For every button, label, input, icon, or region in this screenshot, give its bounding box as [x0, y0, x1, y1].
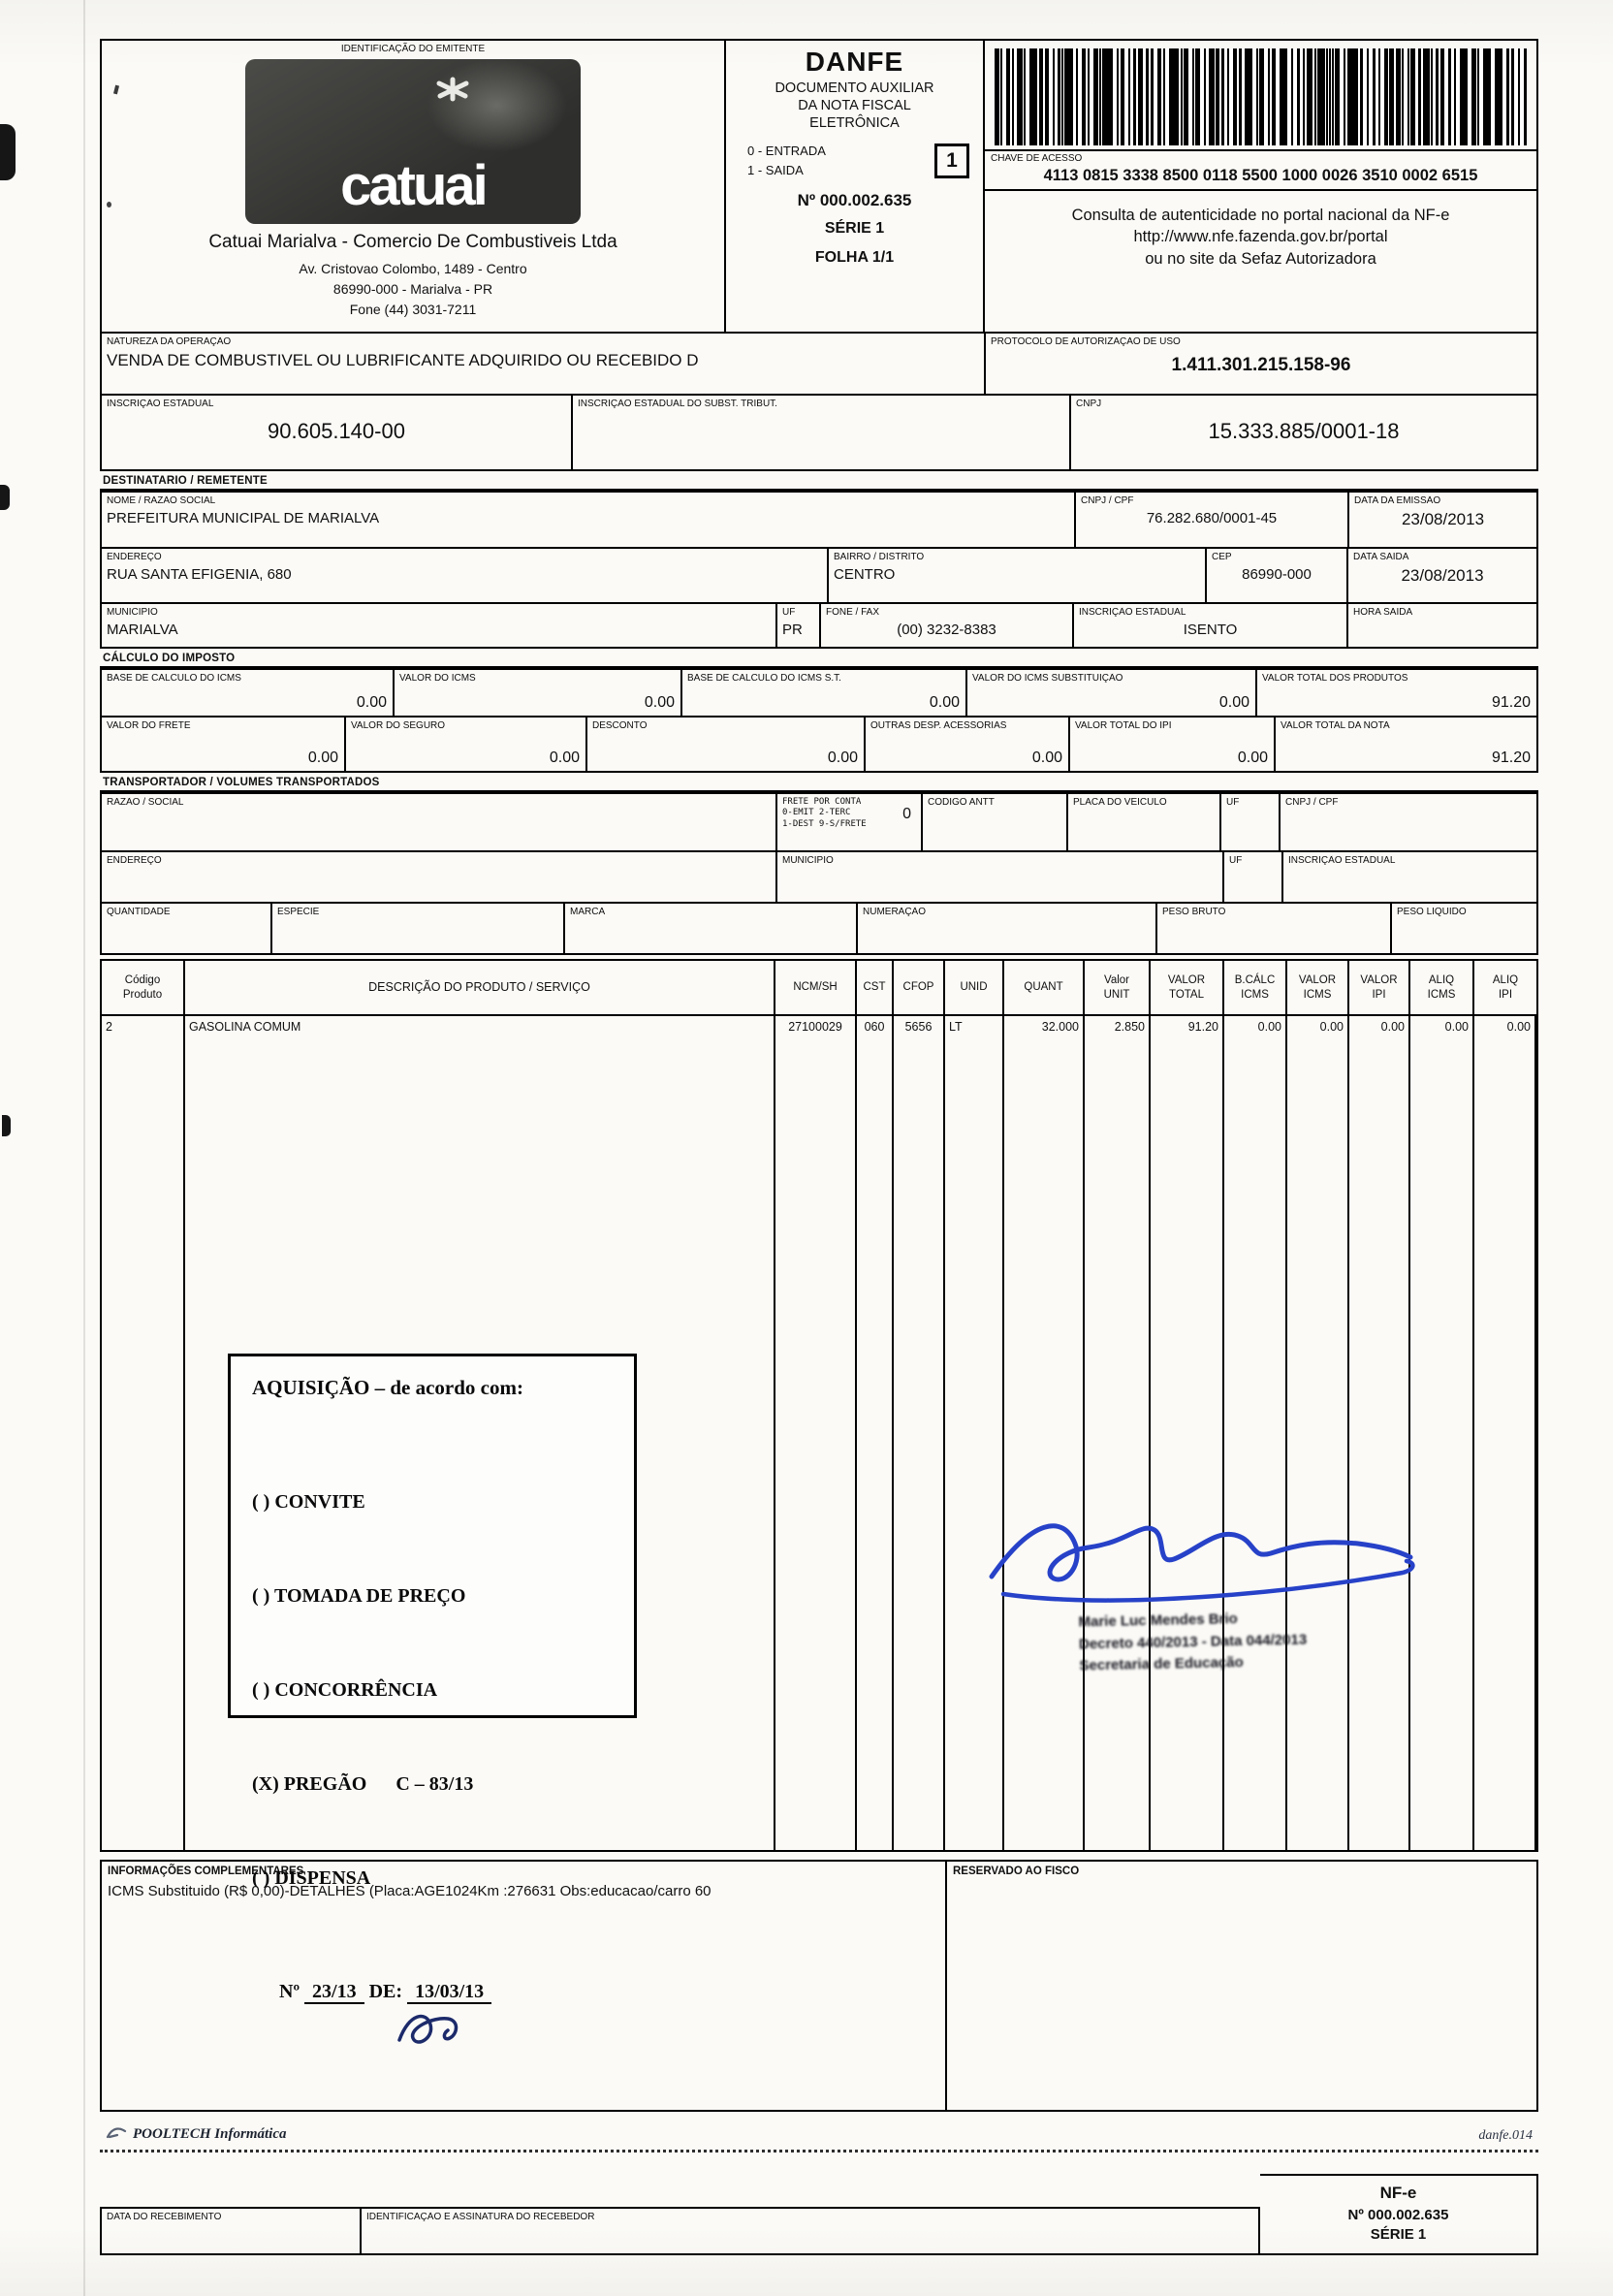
endereco-cell	[102, 549, 829, 602]
canhoto-nfe-label: NF-e	[1379, 2184, 1417, 2202]
saida-line: 1 - SAIDA	[747, 162, 804, 177]
item-aliq-icms: 0.00	[1410, 1016, 1474, 1850]
dest-inscricao-value: ISENTO	[1183, 622, 1238, 638]
consulta-url: http://www.nfe.fazenda.gov.br/portal	[1133, 228, 1388, 246]
complementares-label: INFORMAÇÕES COMPLEMENTARES	[108, 1866, 304, 1877]
numeracao-cell: NUMERAÇÃO	[858, 904, 1157, 953]
cep-cell	[1207, 549, 1348, 602]
total-produtos-cell: VALOR TOTAL DOS PRODUTOS 91.20	[1262, 673, 1531, 711]
codigo-antt-cell: CODIGO ANTT	[923, 794, 1068, 850]
desconto-value: 0.00	[827, 749, 858, 766]
data-recebimento-cell	[100, 2207, 360, 2255]
dest-cnpj-cell	[1076, 493, 1349, 547]
col-header-cst: CST	[857, 961, 894, 1014]
option-pregao: (X) PREGÃO C – 83/13	[252, 1773, 474, 1796]
danfe-title: DANFE	[805, 47, 904, 77]
imposto-block	[100, 666, 1538, 773]
item-quant: 32.000	[1004, 1016, 1085, 1850]
seguro-value: 0.00	[549, 749, 580, 766]
logo-spark-icon	[427, 77, 479, 116]
transporte-row-1	[102, 792, 1536, 850]
data-saida-value: 23/08/2013	[1401, 566, 1484, 585]
fone-label: FONE / FAX	[826, 607, 880, 618]
bairro-label: BAIRRO / DISTRITO	[834, 552, 925, 562]
entrada-saida-lines	[747, 142, 826, 179]
transp-uf-cell: UF	[1221, 794, 1281, 850]
quantidade-cell: QUANTIDADE	[102, 904, 272, 953]
especie-cell: ESPÉCIE	[272, 904, 565, 953]
aquisicao-numero: 23/13	[304, 1981, 364, 2004]
marca-cell: MARCA	[565, 904, 858, 953]
company-address	[102, 259, 724, 320]
col-header-descricao: DESCRIÇÃO DO PRODUTO / SERVIÇO	[185, 961, 775, 1014]
data-saida-cell	[1348, 549, 1536, 602]
natureza-label: NATUREZA DA OPERAÇÃO	[107, 336, 232, 347]
consulta-line: ou no site da Sefaz Autorizadora	[1145, 249, 1376, 268]
aquisicao-numero-line: Nº 23/13 DE: 13/03/13	[252, 1981, 613, 2003]
imposto-row-2	[102, 716, 1536, 771]
cnpj-value: 15.333.885/0001-18	[1208, 419, 1400, 443]
cnpj-cell	[1071, 396, 1536, 469]
base-icms-st-cell: BASE DE CALCULO DO ICMS S.T. 0.00	[682, 670, 967, 716]
col-header-codigo: Código Produto	[102, 961, 185, 1014]
total-produtos-value: 91.20	[1491, 694, 1531, 711]
cut-line	[100, 2150, 1538, 2152]
col-header-valor-total: VALOR TOTAL	[1151, 961, 1224, 1014]
transporte-row-3	[102, 902, 1536, 953]
item-descricao: GASOLINA COMUM	[185, 1016, 775, 1850]
chave-acesso-value: 4113 0815 3338 8500 0118 5500 1000 0026 3510 0002 6515	[1043, 167, 1478, 184]
razao-social-value: PREFEITURA MUNICIPAL DE MARIALVA	[107, 510, 380, 526]
col-header-quant: QUANT	[1004, 961, 1085, 1014]
option-dispensa: ( ) DISPENSA	[252, 1867, 371, 1890]
endereco-value: RUA SANTA EFIGENIA, 680	[107, 566, 292, 583]
frete-cell: VALOR DO FRETE 0.00	[102, 718, 346, 771]
inscricao-row	[102, 394, 1536, 469]
address-line: 86990-000 - Marialva - PR	[332, 281, 493, 297]
company-name: Catuai Marialva - Comercio De Combustiveis Ltda	[208, 232, 617, 252]
transp-municipio-cell: MUNICIPIO	[777, 852, 1224, 902]
data-emissao-label: DATA DA EMISSÃO	[1354, 495, 1441, 506]
col-header-aliq-icms: ALIQ ICMS	[1410, 961, 1474, 1014]
canhoto-nfe-box	[1260, 2174, 1538, 2255]
scan-artifact	[0, 124, 16, 180]
item-cst: 060	[857, 1016, 894, 1850]
danfe-version: danfe.014	[1478, 2128, 1533, 2143]
frete-value: 0.00	[307, 749, 338, 766]
municipio-value: MARIALVA	[107, 622, 178, 638]
nota-serie: SÉRIE 1	[824, 220, 885, 238]
header-row	[102, 41, 1536, 332]
rodape	[100, 2125, 1538, 2144]
valor-icms-subst-value: 0.00	[1218, 694, 1249, 711]
total-nota-value: 91.20	[1491, 749, 1531, 766]
danfe-subtitle-line: ELETRÔNICA	[809, 115, 900, 132]
entrada-line: 0 - ENTRADA	[747, 144, 826, 159]
dest-cnpj-label: CNPJ / CPF	[1081, 495, 1134, 506]
item-ncm: 27100029	[775, 1016, 857, 1850]
option-convite: ( ) CONVITE	[252, 1490, 365, 1513]
desconto-cell: DESCONTO 0.00	[587, 718, 866, 771]
protocolo-value: 1.411.301.215.158-96	[1171, 355, 1351, 375]
outras-despesas-value: 0.00	[1031, 749, 1062, 766]
option-tomada-preco: ( ) TOMADA DE PREÇO	[252, 1584, 466, 1607]
data-saida-label: DATA SAIDA	[1353, 552, 1409, 562]
address-line: Av. Cristovao Colombo, 1489 - Centro	[299, 261, 527, 276]
endereco-label: ENDEREÇO	[107, 552, 162, 562]
software-vendor	[106, 2125, 286, 2144]
software-vendor-name: POOLTECH Informática	[133, 2126, 287, 2142]
imposto-row-1	[102, 668, 1536, 716]
item-valor-unit: 2.850	[1085, 1016, 1151, 1850]
danfe-subtitle	[726, 80, 983, 132]
nota-folha: FOLHA 1/1	[814, 249, 895, 267]
protocolo-label: PROTOCOLO DE AUTORIZAÇAO DE USO	[991, 336, 1181, 347]
item-aliq-ipi: 0.00	[1474, 1016, 1536, 1850]
data-emissao-cell	[1349, 493, 1536, 547]
item-valor-total: 91.20	[1151, 1016, 1224, 1850]
col-header-aliq-ipi: ALIQ IPI	[1492, 974, 1519, 1001]
transporte-block	[100, 790, 1538, 955]
base-icms-cell: BASE DE CALCULO DO ICMS 0.00	[102, 670, 395, 716]
scan-artifact	[0, 485, 10, 510]
fone-cell	[821, 604, 1074, 647]
handwritten-signature	[974, 1501, 1430, 1622]
identificacao-recebedor-cell	[360, 2207, 1260, 2255]
canhoto-nota-serie: SÉRIE 1	[1370, 2226, 1427, 2243]
base-icms-st-value: 0.00	[929, 694, 960, 711]
danfe-subtitle-line: DA NOTA FISCAL	[798, 98, 911, 114]
bairro-value: CENTRO	[834, 566, 896, 583]
col-header-ncm: NCM/SH	[775, 961, 857, 1014]
hora-saida-cell	[1348, 604, 1536, 647]
consulta-line: Consulta de autenticidade no portal nacional da NF-e	[1071, 207, 1450, 224]
total-nota-cell: VALOR TOTAL DA NOTA 91.20	[1281, 720, 1531, 766]
tipo-operacao-box: 1	[934, 144, 969, 178]
uf-label: UF	[782, 607, 796, 618]
dest-cnpj-value: 76.282.680/0001-45	[1146, 510, 1278, 526]
transp-endereco-cell: ENDEREÇO	[102, 852, 777, 902]
destinatario-row-2	[102, 547, 1536, 602]
valor-icms-subst-cell: VALOR DO ICMS SUBSTITUIÇÃO 0.00	[967, 670, 1257, 716]
nota-numero: Nº 000.002.635	[797, 191, 912, 210]
fone-value: (00) 3232-8383	[897, 622, 996, 638]
frete-conta-cell: FRETE POR CONTA 0-EMIT 2-TERC 1-DEST 9-S/FRETE 0	[777, 794, 923, 850]
company-logo	[245, 59, 581, 224]
destinatario-block	[100, 489, 1538, 649]
stamp-blurred-text: Marie Luc Mendes Brio Decreto 440/2013 - Data 044/2013 Secretaria de Educação	[1078, 1610, 1308, 1674]
chave-panel	[985, 41, 1536, 332]
paper-edge	[83, 0, 85, 2296]
item-valor-ipi: 0.00	[1349, 1016, 1410, 1850]
address-line: Fone (44) 3031-7211	[349, 302, 477, 317]
data-recebimento-label: DATA DO RECEBIMENTO	[107, 2212, 222, 2222]
item-cfop: 5656	[894, 1016, 945, 1850]
dest-inscricao-label: INSCRIÇÃO ESTADUAL	[1079, 607, 1186, 618]
inscricao-estadual-value: 90.605.140-00	[268, 419, 405, 443]
aquisicao-data: 13/03/13	[407, 1981, 491, 2004]
stamp-initials-signature	[252, 2005, 613, 2055]
total-ipi-value: 0.00	[1237, 749, 1268, 766]
destinatario-row-1	[102, 491, 1536, 547]
outras-despesas-cell: OUTRAS DESP. ACESSORIAS 0.00	[866, 718, 1070, 771]
municipio-cell	[102, 604, 777, 647]
transporte-row-2	[102, 850, 1536, 902]
protocolo-cell	[986, 334, 1536, 394]
col-header-valor-unit: Valor UNIT	[1085, 961, 1151, 1014]
emitente-panel	[102, 41, 726, 332]
item-unid: LT	[945, 1016, 1004, 1850]
transp-cnpj-cell: CNPJ / CPF	[1285, 797, 1339, 808]
inscricao-subst-cell	[573, 396, 1071, 469]
col-header-valor-ipi: VALOR IPI	[1349, 961, 1410, 1014]
col-header-valor-icms: VALOR ICMS	[1287, 961, 1349, 1014]
cep-value: 86990-000	[1242, 566, 1312, 583]
razao-social-label: NOME / RAZÃO SOCIAL	[107, 495, 216, 506]
canhoto-recebimento	[100, 2174, 1538, 2255]
option-concorrencia: ( ) CONCORRÊNCIA	[252, 1679, 438, 1702]
danfe-panel	[726, 41, 985, 332]
peso-liquido-cell: PESO LIQUIDO	[1397, 907, 1467, 917]
frete-conta-value: 0	[902, 806, 911, 822]
item-bcalc-icms: 0.00	[1224, 1016, 1287, 1850]
inscricao-estadual-label: INSCRIÇÃO ESTADUAL	[107, 399, 214, 409]
canhoto-nota-numero: Nº 000.002.635	[1347, 2207, 1449, 2223]
itens-table-header	[102, 961, 1536, 1016]
destinatario-section-title: DESTINATARIO / REMETENTE	[103, 475, 268, 487]
natureza-operacao-cell	[102, 334, 986, 394]
entrada-saida	[747, 142, 969, 179]
col-header-unid: UNID	[945, 961, 1004, 1014]
inscricao-subst-label: INSCRIÇÃO ESTADUAL DO SUBST. TRIBUT.	[578, 399, 777, 409]
identificacao-recebedor-label: IDENTIFICAÇÃO E ASSINATURA DO RECEBEDOR	[366, 2212, 595, 2222]
base-icms-value: 0.00	[356, 694, 387, 711]
uf-cell	[777, 604, 821, 647]
razao-social-cell	[102, 493, 1076, 547]
item-codigo: 2	[102, 1016, 185, 1850]
transp-uf2-cell: UF	[1224, 852, 1283, 902]
col-header-cfop: CFOP	[894, 961, 945, 1014]
cep-label: CEP	[1212, 552, 1232, 562]
aquisicao-title: AQUISIÇÃO – de acordo com:	[252, 1376, 523, 1399]
barcode	[995, 48, 1527, 145]
danfe-subtitle-line: DOCUMENTO AUXILIAR	[775, 80, 934, 96]
bairro-cell	[829, 549, 1207, 602]
header-block	[100, 39, 1538, 471]
total-ipi-cell: VALOR TOTAL DO IPI 0.00	[1070, 718, 1276, 771]
dest-inscricao-cell	[1074, 604, 1348, 647]
pooltech-logo-icon	[106, 2125, 127, 2144]
imposto-section-title: CÁLCULO DO IMPOSTO	[103, 653, 236, 664]
consulta-autenticidade	[985, 191, 1536, 283]
transp-razao-cell: RAZÃO / SOCIAL	[102, 794, 777, 850]
scan-artifact	[2, 1115, 11, 1136]
valor-icms-cell: VALOR DO ICMS 0.00	[395, 670, 682, 716]
chave-acesso-label: CHAVE DE ACESSO	[991, 153, 1083, 164]
natureza-row	[102, 332, 1536, 394]
emitente-label: IDENTIFICAÇÃO DO EMITENTE	[340, 44, 486, 54]
reservado-fisco-cell	[947, 1862, 1536, 2110]
aquisicao-options	[252, 1423, 613, 1958]
hora-saida-label: HORA SAIDA	[1353, 607, 1413, 618]
placa-veiculo-cell: PLACA DO VEICULO	[1068, 794, 1221, 850]
valor-icms-value: 0.00	[644, 694, 675, 711]
chave-acesso-box	[985, 149, 1536, 191]
reservado-fisco-label: RESERVADO AO FISCO	[953, 1866, 1080, 1877]
peso-bruto-cell: PESO BRUTO	[1157, 904, 1392, 953]
seguro-cell: VALOR DO SEGURO 0.00	[346, 718, 587, 771]
uf-value: PR	[782, 622, 803, 638]
complementares-texto: ICMS Substituido (R$ 0,00)-DETALHES (Placa:AGE1024Km :276631 Obs:educacao/carro 60	[108, 1883, 712, 1899]
item-valor-icms: 0.00	[1287, 1016, 1349, 1850]
transporte-section-title: TRANSPORTADOR / VOLUMES TRANSPORTADOS	[103, 777, 380, 788]
municipio-label: MUNICIPIO	[107, 607, 158, 618]
natureza-value: VENDA DE COMBUSTIVEL OU LUBRIFICANTE ADQUIRIDO OU RECEBIDO D	[107, 351, 699, 369]
data-emissao-value: 23/08/2013	[1401, 510, 1485, 528]
logo-text: catuai	[340, 154, 486, 217]
cnpj-label: CNPJ	[1076, 399, 1102, 409]
destinatario-row-3	[102, 602, 1536, 647]
danfe-document	[100, 39, 1538, 2255]
transp-inscricao-cell: INSCRIÇÃO ESTADUAL	[1288, 855, 1396, 866]
inscricao-estadual-cell	[102, 396, 573, 469]
col-header-bcalc-icms: B.CÁLC ICMS	[1224, 961, 1287, 1014]
